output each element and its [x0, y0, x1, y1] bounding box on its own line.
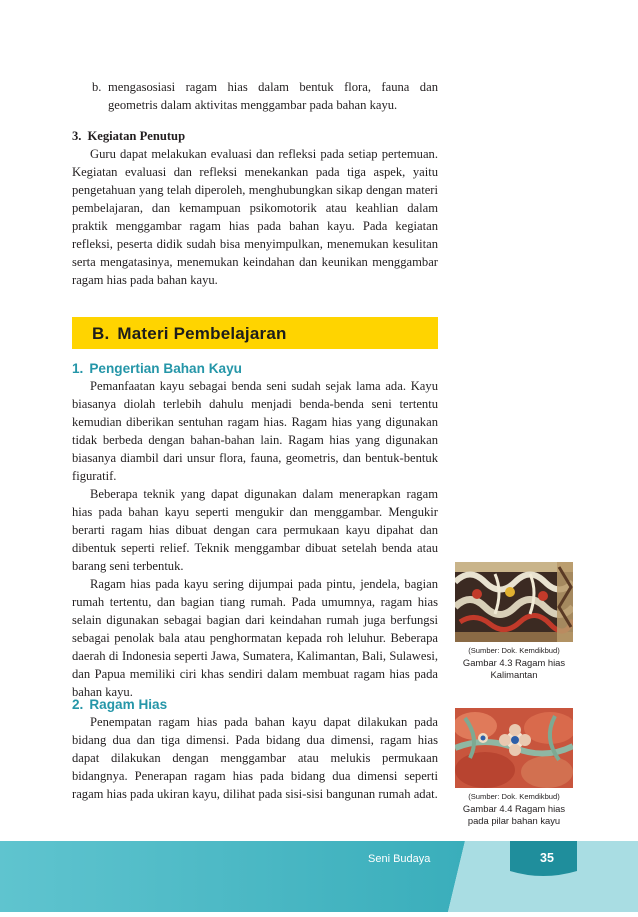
section-band-title	[92, 324, 287, 344]
section2-heading	[72, 697, 167, 712]
closing-heading-number: 3.	[72, 129, 82, 143]
kalimantan-ornament-illustration	[455, 562, 573, 642]
pillar-ornament-illustration	[455, 708, 573, 788]
figure1-photo	[455, 562, 573, 642]
list-item-b	[92, 78, 438, 114]
section1-paragraph-2: Beberapa teknik yang dapat digunakan dalam menerapkan ragam hias pada bahan kayu seperti mengukir dan menggambar. Mengukir berarti ragam hias dibuat dengan cara permukaan kayu dipahat dan dibentuk seperti relief. Teknik menggambar dibuat setelah benda atau barang seni terbentuk.	[72, 487, 438, 573]
closing-heading	[72, 127, 185, 145]
section1-paragraph-1: Pemanfaatan kayu sebagai benda seni sudah sejak lama ada. Kayu biasanya diolah terlebih dahulu menjadi benda-benda seni tertentu kemudian diberikan sentuhan ragam hias. Ragam hias yang digunakan tidak berbeda dengan bahan-bahan lain. Ragam hias yang digunakan biasanya diambil dari unsur flora, fauna, geometris, dan bentuk-bentuk figuratif.	[72, 379, 438, 483]
figure2-source: (Sumber: Dok. Kemdikbud)	[468, 792, 560, 801]
figure1-caption: Gambar 4.3 Ragam hias Kalimantan	[462, 657, 566, 680]
list-item-b-label: b.	[92, 80, 102, 94]
footer-book-title: Seni Budaya	[368, 853, 431, 865]
section1-paragraph-3: Ragam hias pada kayu sering dijumpai pada pintu, jendela, bagian rumah tertentu, dan bagian tiang rumah. Pada umumnya, ragam hias selain digunakan sebagai bagian dari keindahan rumah juga berfungsi sebagai penolak bala atau penghormatan kepada roh leluhur. Beberapa daerah di Indonesia seperti Jawa, Sumatera, Kalimantan, Bali, Sulawesi, dan Papua memiliki ciri khas sendiri dalam membuat ragam hias pada bahan kayu.	[72, 577, 438, 699]
section2-number: 2.	[72, 697, 84, 712]
page-number: 35	[540, 851, 554, 865]
figure1-source: (Sumber: Dok. Kemdikbud)	[468, 646, 560, 655]
list-item-b-text: mengasosiasi ragam hias dalam bentuk flora, fauna dan geometris dalam aktivitas menggambar pada bahan kayu.	[108, 80, 438, 112]
section1-title: Pengertian Bahan Kayu	[89, 361, 242, 376]
section1-heading	[72, 361, 242, 376]
section2-title: Ragam Hias	[89, 697, 168, 712]
section-band-text: Materi Pembelajaran	[117, 324, 287, 343]
page-top-margin	[0, 0, 638, 70]
section1-number: 1.	[72, 361, 84, 376]
closing-heading-title: Kegiatan Penutup	[87, 129, 186, 143]
closing-paragraph: Guru dapat melakukan evaluasi dan refleksi pada setiap pertemuan. Kegiatan evaluasi dan refleksi menekankan pada tiga aspek, yaitu pengetahuan yang telah diperoleh, menghubungkan sikap dengan materi pembelajaran, dan kemampuan psikomotorik atau keahlian dalam praktik menggambar ragam hias pada bahan kayu. Pada kegiatan refleksi, peserta didik sudah bisa menyimpulkan, menemukan kesulitan serta mengatasinya, menemukan keindahan dan keunikan menggambar ragam hias pada bahan kayu.	[72, 147, 438, 287]
figure2-photo	[455, 708, 573, 788]
section2-paragraph-1: Penempatan ragam hias pada bahan kayu dapat dilakukan pada bidang dua dan tiga dimensi. Pada bidang dua dimensi, ragam hias dapat dilakukan dengan menggambar atau melukis permukaan bidangnya. Penerapan ragam hias pada bidang dua dimensi seperti ragam hias pada ukiran kayu, dilihat pada sisi-sisi bangunan rumah adat.	[72, 715, 438, 801]
figure2-caption: Gambar 4.4 Ragam hias pada pilar bahan kayu	[462, 803, 566, 826]
section-band-letter: B.	[92, 324, 110, 343]
